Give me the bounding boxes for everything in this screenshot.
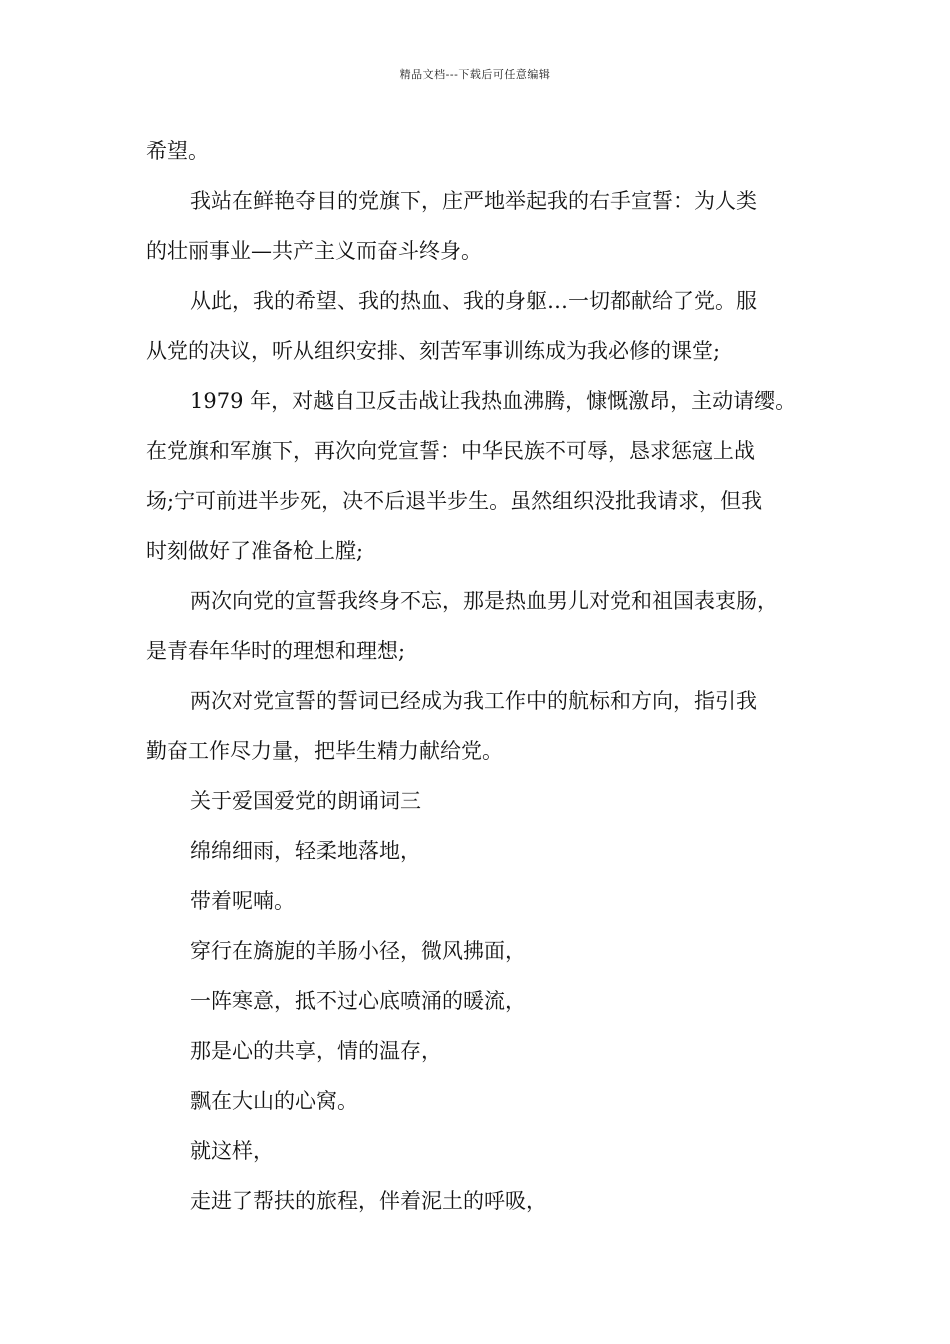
text-line: 是青春年华时的理想和理想; [146,639,406,663]
text-line: 1979 年，对越自卫反击战让我热血沸腾，慷慨激昂，主动请缨。 [190,389,797,413]
text-line: 我站在鲜艳夺目的党旗下，庄严地举起我的右手宣誓：为人类 [190,189,757,213]
text-line: 飘在大山的心窝。 [190,1089,358,1113]
text-line: 就这样， [190,1139,274,1163]
text-line: 那是心的共享，情的温存， [190,1039,442,1063]
text-line: 从此，我的希望、我的热血、我的身躯…一切都献给了党。服 [190,289,757,313]
text-line: 在党旗和军旗下，再次向党宣誓：中华民族不可辱，恳求惩寇上战 [146,439,755,463]
text-line: 关于爱国爱党的朗诵词三 [190,789,421,813]
page-header: 精品文档---下载后可任意编辑 [399,68,551,81]
text-line: 从党的决议，听从组织安排、刻苦军事训练成为我必修的课堂; [146,339,721,363]
text-line: 希望。 [146,139,209,163]
text-line: 勤奋工作尽力量，把毕生精力献给党。 [146,739,503,763]
text-line: 时刻做好了准备枪上膛; [146,539,364,563]
text-line: 两次向党的宣誓我终身不忘，那是热血男儿对党和祖国表衷肠， [190,589,778,613]
text-line: 穿行在旖旎的羊肠小径，微风拂面， [190,939,526,963]
text-line: 一阵寒意，抵不过心底喷涌的暖流， [190,989,526,1013]
text-line: 的壮丽事业—共产主义而奋斗终身。 [146,239,482,263]
text-line: 两次对党宣誓的誓词已经成为我工作中的航标和方向，指引我 [190,689,757,713]
body-text [146,126,816,1226]
text-line: 带着呢喃。 [190,889,295,913]
text-line: 绵绵细雨，轻柔地落地， [190,839,421,863]
text-line: 场;宁可前进半步死，决不后退半步生。虽然组织没批我请求，但我 [146,489,763,513]
text-line: 走进了帮扶的旅程，伴着泥土的呼吸， [190,1189,547,1213]
